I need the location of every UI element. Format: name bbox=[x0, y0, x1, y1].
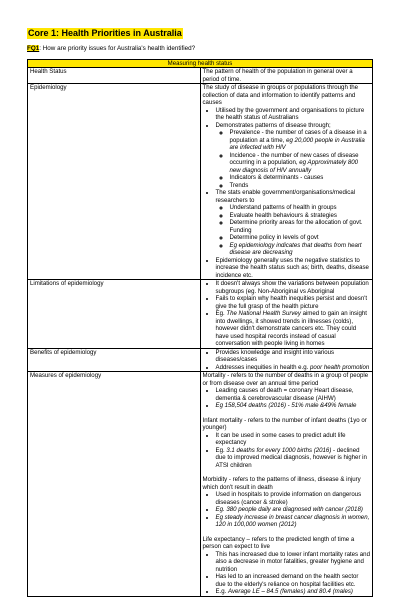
sub-list-item: ◦ Determine priority areas for the allocation of govt. Funding bbox=[230, 219, 371, 234]
infant-mortality-list bbox=[203, 432, 371, 470]
sub-list-item: ◦ Indicators & determinants - causes bbox=[230, 174, 371, 182]
measures-content bbox=[200, 372, 373, 597]
notes-table bbox=[27, 59, 373, 597]
sub-list bbox=[216, 204, 371, 257]
morbidity-list bbox=[203, 491, 371, 529]
list-item: • Demonstrates patterns of disease through; ◦ Prevalence - the number of cases of a disease in a population at a time, eg 20,000 people in Australia are infected with HIV ◦ Incidence - the number of new cases of disease occurring in a population, eg Approximately 800 new diagnosis of HIV annually ◦ Indicators & determinants - causes ◦ Trends bbox=[216, 122, 371, 190]
table-row bbox=[28, 84, 373, 280]
morbidity-definition: Morbidity - refers to the patterns of illness, disease & injury which don't result in death bbox=[202, 476, 361, 491]
health-status-definition: The pattern of health of the population in general over a period of time. bbox=[200, 68, 373, 84]
list-item: • Eg steady increase in breast cancer diagnosis in women, 120 in 100,000 women (2012) bbox=[216, 514, 371, 529]
table-row bbox=[28, 68, 373, 84]
focus-question-label: FQ1 bbox=[27, 45, 40, 52]
row-label-measures: Measures of epidemiology bbox=[28, 372, 201, 597]
list-item: • Eg 158,504 deaths (2016) - 51% male &49% female bbox=[216, 402, 371, 410]
list-item: • It doesn't always show the variations between population subgroups (eg. Non-Aboriginal vs Aboriginal bbox=[216, 280, 371, 295]
sub-list-item: ◦ Prevalence - the number of cases of a disease in a population at a time, eg 20,000 people in Australia are infected with HIV bbox=[230, 129, 371, 152]
limitations-content bbox=[200, 280, 373, 349]
table-header-row bbox=[28, 60, 373, 68]
table-row bbox=[28, 372, 373, 597]
sub-list-item: ◦ Determine policy in levels of govt bbox=[230, 234, 371, 242]
table-header: Measuring health status bbox=[28, 60, 373, 68]
infant-mortality-definition: Infant mortality - refers to the number of infant deaths (1yo or younger) bbox=[202, 416, 367, 431]
sub-list-item: ◦ Incidence - the number of new cases of disease occurring in a population, eg Approximately 800 new diagnosis of HIV annually bbox=[230, 152, 371, 175]
list-item: • This has increased due to lower infant mortality rates and also a decrease in motor fatalities, greater hygiene and nutrition bbox=[216, 551, 371, 574]
mortality-list bbox=[203, 387, 371, 410]
epidemiology-content bbox=[200, 84, 373, 280]
row-label-epidemiology: Epidemiology bbox=[28, 84, 201, 280]
list-item: • The stats enable government/organisations/medical researchers to ◦ Understand patterns of health in groups ◦ Evaluate health behaviours & strategies ◦ Determine priority areas for the allocation of govt. Funding ◦ Determine policy in levels of govt ◦ Eg epidemiology indicates that deaths from heart disease are decreasing bbox=[216, 189, 371, 257]
list-item: • Eg. 3.1 deaths for every 1000 births (2016) - declined due to improved medical diagnosis, however is higher in ATSI children bbox=[216, 447, 371, 470]
list-item: • Eg. 380 people daily are diagnosed with cancer (2018) bbox=[216, 506, 371, 514]
epidemiology-list bbox=[203, 107, 371, 280]
list-item: • E.g. Average LE – 84.5 (females) and 80.4 (males) bbox=[216, 588, 371, 596]
sub-list-item: ◦ Eg epidemiology indicates that deaths from heart disease are decreasing bbox=[230, 242, 371, 257]
list-item: • Eg. The National Health Survey aimed to gain an insight into dwellings, it showed trends in illnesses (colds), however didn't demonstrate cancers etc. They could have used hospital records instead of casual conversation with people living in homes bbox=[216, 310, 371, 348]
life-expectancy-list bbox=[203, 551, 371, 596]
sub-list-item: ◦ Understand patterns of health in groups bbox=[230, 204, 371, 212]
table-row bbox=[28, 280, 373, 349]
benefits-list bbox=[203, 349, 371, 372]
sub-list-item: ◦ Evaluate health behaviours & strategies bbox=[230, 212, 371, 220]
list-item: • Provides knowledge and insight into various diseases/cases bbox=[216, 349, 371, 364]
mortality-definition: Mortality - refers to the number of deaths in a group of people or from disease over an annual time period bbox=[202, 372, 369, 387]
row-label-benefits: Benefits of epidemiology bbox=[28, 348, 201, 372]
row-label-health-status: Health Status bbox=[28, 68, 201, 84]
benefits-content bbox=[200, 348, 373, 372]
focus-question-text: How are priority issues for Australia's health identified? bbox=[41, 45, 196, 52]
list-item: • Addresses inequities in health e.g. poor health promotion bbox=[216, 364, 371, 372]
list-item: • Utilised by the government and organisations to picture the health status of Australians bbox=[216, 107, 371, 122]
list-item: • Epidemiology generally uses the negative statistics to increase the health status such as; birth, deaths, disease incidence etc. bbox=[216, 257, 371, 280]
focus-question: FQ1: How are priority issues for Australia's health identified? bbox=[27, 45, 196, 52]
epidemiology-definition: The study of disease in groups or populations through the collection of data and information to identify patterns and causes bbox=[202, 84, 358, 106]
table-row bbox=[28, 348, 373, 372]
page-title: Core 1: Health Priorities in Australia bbox=[28, 28, 182, 38]
sub-list-item: ◦ Trends bbox=[230, 182, 371, 190]
life-expectancy-definition: Life expectancy – refers to the predicted length of time a person can expect to live bbox=[202, 535, 355, 550]
list-item: • Leading causes of death = coronary Heart disease, dementia & cerebrovascular disease (AIHW) bbox=[216, 387, 371, 402]
sub-list bbox=[216, 129, 371, 189]
list-item: • Has led to an increased demand on the health sector due to the elderly's reliance on hospital facilities etc. bbox=[216, 573, 371, 588]
list-item: • Fails to explain why health inequities persist and doesn't give the full grasp of the health picture bbox=[216, 295, 371, 310]
list-item: • Used in hospitals to provide information on dangerous diseases (cancer & stroke) bbox=[216, 491, 371, 506]
list-item: • It can be used in some cases to predict adult life expectancy bbox=[216, 432, 371, 447]
row-label-limitations: Limitations of epidemiology bbox=[28, 280, 201, 349]
limitations-list bbox=[203, 280, 371, 348]
